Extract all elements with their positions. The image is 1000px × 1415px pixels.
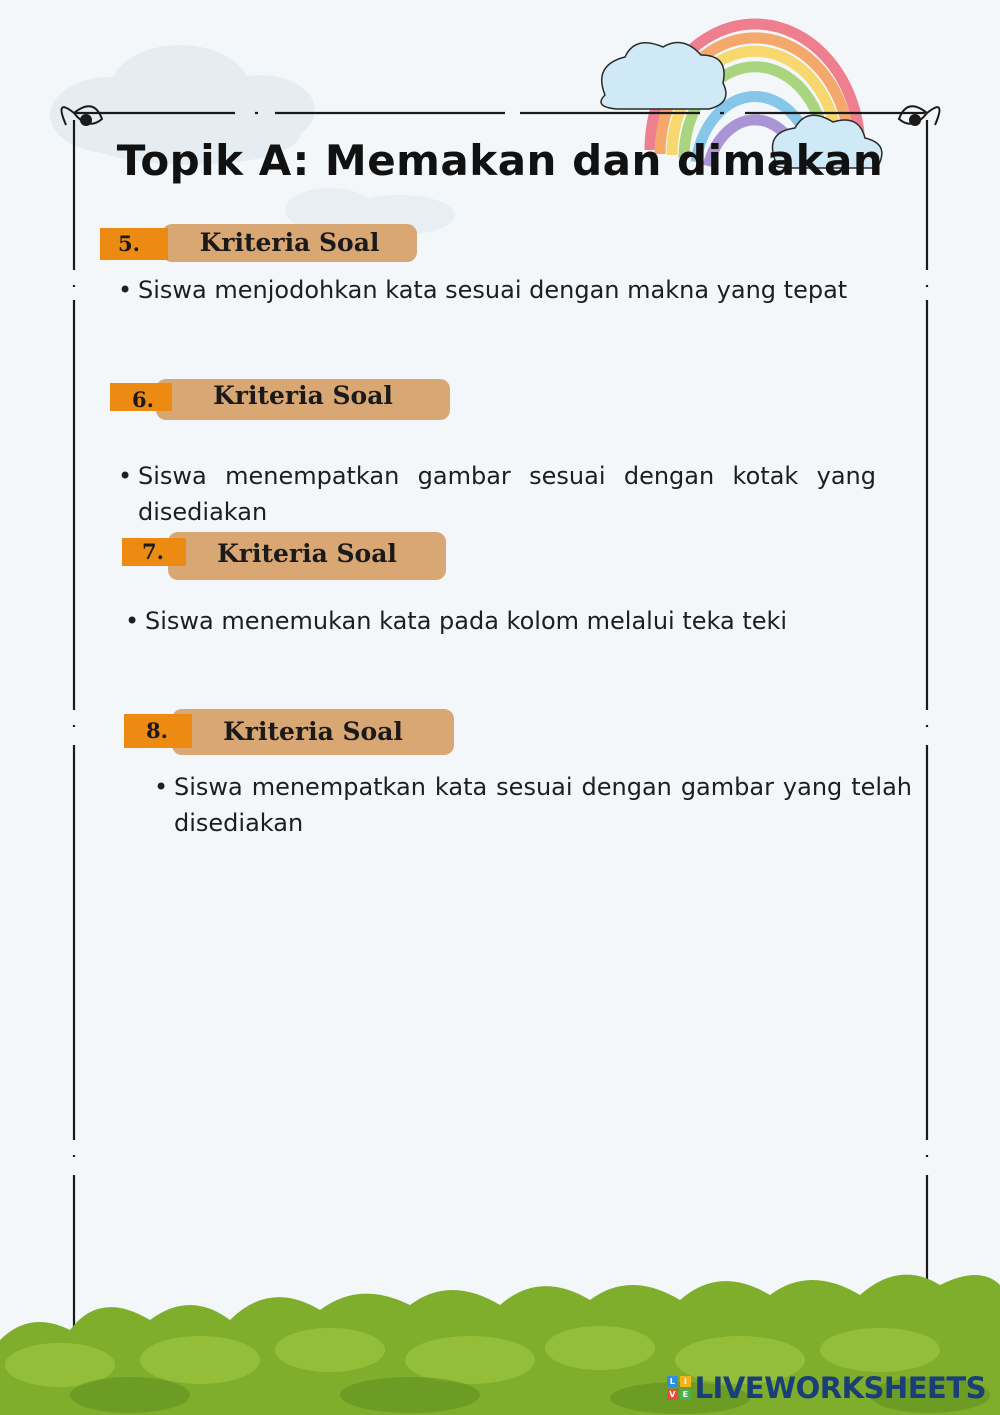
criteria-badge-5 — [100, 224, 420, 262]
criteria-label: Kriteria Soal — [168, 532, 446, 580]
criteria-text: Siswa menemukan kata pada kolom melalui teka teki — [145, 607, 788, 635]
criteria-number: 6. — [110, 383, 172, 411]
criteria-badge-8 — [124, 709, 456, 747]
liveworksheets-logo-icon: L I V E — [667, 1376, 691, 1400]
criteria-bullet-8 — [154, 769, 912, 841]
liveworksheets-watermark — [667, 1371, 986, 1405]
criteria-text: Siswa menjodohkan kata sesuai dengan makna yang tepat — [138, 276, 848, 304]
criteria-label: Kriteria Soal — [162, 224, 417, 262]
criteria-number: 5. — [100, 228, 168, 260]
bullet-dot-icon: • — [118, 462, 133, 490]
corner-ornament-icon — [899, 106, 940, 125]
watermark-text: LIVEWORKSHEETS — [694, 1371, 986, 1405]
criteria-bullet-7 — [125, 603, 905, 639]
criteria-text: Siswa menempatkan gambar sesuai dengan kotak yang disediakan — [138, 462, 876, 526]
criteria-bullet-6 — [118, 458, 876, 530]
bullet-dot-icon: • — [154, 773, 169, 801]
bullet-dot-icon: • — [118, 276, 133, 304]
criteria-badge-6 — [110, 379, 452, 417]
bullet-dot-icon: • — [125, 607, 140, 635]
criteria-label: Kriteria Soal — [156, 379, 450, 420]
criteria-label: Kriteria Soal — [172, 709, 454, 755]
criteria-number: 8. — [124, 714, 192, 748]
criteria-number: 7. — [122, 538, 186, 566]
criteria-text: Siswa menempatkan kata sesuai dengan gambar yang telah disediakan — [174, 773, 912, 837]
page-title: Topik A: Memakan dan dimakan — [116, 136, 884, 185]
criteria-bullet-5 — [118, 272, 876, 308]
criteria-badge-7 — [122, 532, 448, 570]
